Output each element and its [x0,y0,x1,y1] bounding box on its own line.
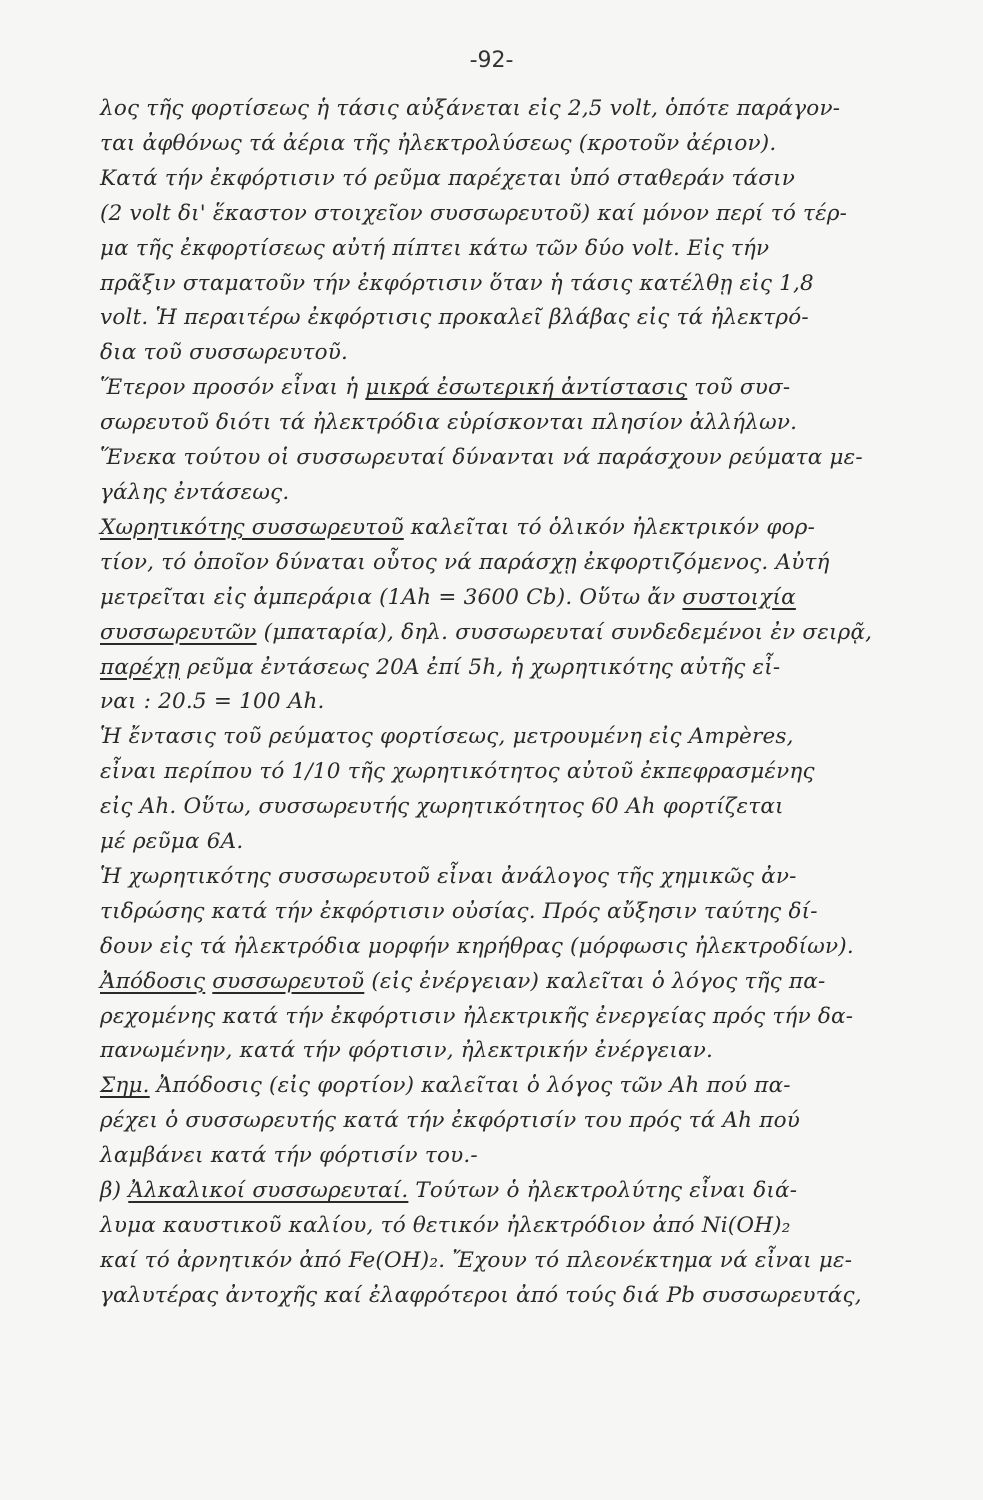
text-line [100,755,970,790]
text-segment: καί τό ἀρνητικόν ἀπό Fe(OH)₂. Ἔχουν τό πλεονέκτημα νά εἶναι με- [100,1247,853,1273]
text-segment: πρᾶξιν σταματοῦν τήν ἐκφόρτισιν ὅταν ἡ τάσις κατέλθῃ εἰς 1,8 [100,270,814,296]
text-segment: (2 volt δι' ἕκαστον στοιχεῖον συσσωρευτοῦ) καί μόνον περί τό τέρ- [100,200,848,226]
text-segment: γαλυτέρας ἀντοχῆς καί ἐλαφρότεροι ἀπό τούς διά Pb συσσωρευτάς, [100,1282,862,1308]
text-line [100,930,970,965]
text-line [100,92,970,127]
text-line [100,616,970,651]
text-line [100,790,970,825]
text-segment: λαμβάνει κατά τήν φόρτισίν του.- [100,1143,478,1169]
text-segment: πανωμένην, κατά τήν φόρτισιν, ἠλεκτρικήν ἐνέργειαν. [100,1038,714,1064]
text-segment: Τούτων ὁ ἠλεκτρολύτης εἶναι διά- [408,1178,798,1204]
underlined-text: Ἀπόδοσις [100,968,206,994]
text-segment: τιδρώσης κατά τήν ἐκφόρτισιν οὐσίας. Πρός αὔξησιν ταύτης δί- [100,898,818,924]
text-line [100,162,970,197]
text-line [100,232,970,267]
underlined-text: Σημ. [100,1073,150,1099]
text-segment: σωρευτοῦ διότι τά ἠλεκτρόδια εὑρίσκονται πλησίον ἀλλήλων. [100,410,798,436]
underlined-text: μικρά ἐσωτερική ἀντίστασις [365,375,688,401]
text-segment: Ἡ ἔντασις τοῦ ρεύματος φορτίσεως, μετρουμένη εἰς Ampères, [100,724,794,750]
text-segment: (εἰς ἐνέργειαν) καλεῖται ὁ λόγος τῆς πα- [364,968,826,994]
text-segment: δουν εἰς τά ἠλεκτρόδια μορφήν κηρήθρας (μόρφωσις ἠλεκτροδίων). [100,933,854,959]
underlined-text: συσσωρευτοῦ [212,968,365,994]
text-segment: λυμα καυστικοῦ καλίου, τό θετικόν ἠλεκτρόδιον ἀπό Ni(OH)₂ [100,1213,791,1238]
text-segment: Ἕνεκα τούτου οἱ συσσωρευταί δύνανται νά παράσχουν ρεύματα με- [100,445,863,471]
text-segment: ρεῦμα ἐντάσεως 20A ἐπί 5h, ἡ χωρητικότης αὐτῆς εἶ- [179,654,781,680]
text-segment: (μπαταρία), δηλ. συσσωρευταί συνδεδεμένοι ἐν σειρᾷ, [256,619,873,645]
text-segment: Ἀπόδοσις (εἰς φορτίον) καλεῖται ὁ λόγος τῶν Ah πού πα- [149,1073,791,1099]
text-line [100,720,970,755]
text-line [100,1034,970,1069]
underlined-text: παρέχῃ [100,654,180,680]
text-segment: μετρεῖται εἰς ἀμπεράρια (1Ah = 3600 Cb). Οὕτω ἄν [100,584,683,610]
text-line [100,1244,970,1279]
text-segment: γάλης ἐντάσεως. [100,479,290,505]
text-line [100,651,970,686]
underlined-text: Χωρητικότης συσσωρευτοῦ [100,514,404,540]
text-line [100,267,970,302]
text-line [100,1139,970,1174]
handwritten-text-body [100,92,970,1314]
text-line [100,895,970,930]
text-line [100,581,970,616]
text-line [100,1279,970,1314]
text-line [100,860,970,895]
text-line [100,1069,970,1104]
text-line [100,301,970,336]
text-segment: τοῦ συσ- [687,375,791,401]
text-segment: ναι : 20.5 = 100 Ah. [100,689,325,715]
text-segment: εἶναι περίπου τό 1/10 τῆς χωρητικότητος αὐτοῦ ἐκπεφρασμένης [100,759,815,785]
text-line [100,371,970,406]
text-segment: μα τῆς ἐκφορτίσεως αὐτή πίπτει κάτω τῶν δύο volt. Εἰς τήν [100,235,770,261]
text-line [100,685,970,720]
text-segment: β) [100,1178,129,1204]
text-line [100,825,970,860]
text-line [100,965,970,1000]
text-segment: εἰς Ah. Οὕτω, συσσωρευτής χωρητικότητος 60 Ah φορτίζεται [100,794,784,820]
text-line [100,406,970,441]
text-segment: Ἡ χωρητικότης συσσωρευτοῦ εἶναι ἀνάλογος τῆς χημικῶς ἀν- [100,863,797,889]
text-segment: volt. Ἡ περαιτέρω ἐκφόρτισις προκαλεῖ βλάβας εἰς τά ἠλεκτρό- [100,305,809,331]
text-line [100,127,970,162]
text-segment: ρέχει ὁ συσσωρευτής κατά τήν ἐκφόρτισίν του πρός τά Ah πού [100,1108,800,1134]
text-line [100,441,970,476]
text-segment: Ἕτερον προσόν εἶναι ἡ [100,375,366,401]
text-line [100,1174,970,1209]
text-segment: καλεῖται τό ὁλικόν ἠλεκτρικόν φορ- [403,514,816,540]
underlined-text: Ἀλκαλικοί συσσωρευταί. [128,1178,409,1204]
text-segment: μέ ρεῦμα 6A. [100,829,244,855]
text-segment: ρεχομένης κατά τήν ἐκφόρτισιν ἠλεκτρικῆς ἐνεργείας πρός τήν δα- [100,1003,854,1029]
text-line [100,476,970,511]
text-line [100,1104,970,1139]
page-number: -92- [469,48,514,73]
text-segment: ται ἀφθόνως τά ἀέρια τῆς ἠλεκτρολύσεως (κροτοῦν ἀέριον). [100,130,777,156]
text-line [100,197,970,232]
text-line [100,511,970,546]
text-line [100,1209,970,1244]
underlined-text: συστοιχία [682,584,796,610]
text-line [100,1000,970,1035]
text-segment: λος τῆς φορτίσεως ἡ τάσις αὐξάνεται εἰς 2,5 volt, ὁπότε παράγον- [100,96,841,121]
text-segment: Κατά τήν ἐκφόρτισιν τό ρεῦμα παρέχεται ὑπό σταθεράν τάσιν [100,165,796,191]
text-line [100,336,970,371]
text-line [100,546,970,581]
underlined-text: συσσωρευτῶν [100,619,257,645]
text-segment: δια τοῦ συσσωρευτοῦ. [100,340,349,366]
text-segment: τίον, τό ὁποῖον δύναται οὗτος νά παράσχῃ ἐκφορτιζόμενος. Αὐτή [100,549,830,575]
